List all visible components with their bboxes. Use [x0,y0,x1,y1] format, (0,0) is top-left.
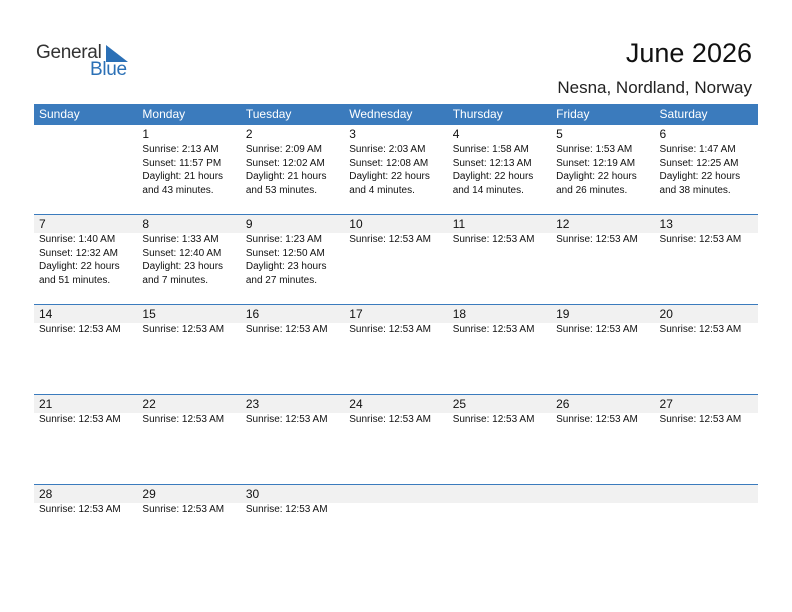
day-number-band [137,395,240,413]
sun-info-line: and 4 minutes. [349,184,415,196]
day-number-band [137,305,240,323]
weekday-saturday: Saturday [659,107,708,121]
sun-info-line: and 51 minutes. [39,274,111,286]
day-number: 14 [39,307,53,321]
day-number-band [551,305,654,323]
sun-info-line: Sunrise: 12:53 AM [39,414,121,425]
day-number-band [137,485,240,503]
day-number: 8 [142,217,150,231]
sun-info-line: Sunrise: 12:53 AM [349,234,431,245]
sun-info-line: Sunrise: 1:58 AM [452,144,529,155]
day-number: 19 [556,307,570,321]
day-number: 30 [245,487,260,501]
day-number: 13 [659,217,673,231]
day-number-band [448,485,551,503]
day-cell [448,215,551,287]
sun-info-line: Sunrise: 1:47 AM [659,144,736,155]
week-row [34,304,758,337]
day-cell [344,305,447,337]
day-number-band [137,215,240,233]
day-number: 3 [349,127,356,141]
sun-info-line: Sunset: 12:25 AM [659,157,739,169]
sun-info-line: Sunrise: 2:03 AM [349,144,426,155]
sun-info-line: Sunset: 12:32 AM [39,247,118,259]
sun-info-line: Daylight: 22 hours [659,171,741,182]
day-cell [551,305,654,337]
day-number: 24 [349,397,363,411]
sun-info-line: Sunrise: 1:33 AM [142,234,219,245]
sun-info-line: and 43 minutes. [142,184,214,196]
sun-info-line: Sunrise: 12:53 AM [245,414,328,425]
day-number-band [551,485,654,503]
sun-info-line: Sunrise: 12:53 AM [245,504,328,515]
day-number-band [655,305,758,323]
sun-info-line: and 7 minutes. [142,274,209,286]
day-cell [137,125,240,197]
day-cell [448,125,551,197]
day-cell [655,215,758,287]
day-number-band [655,395,758,413]
day-cell [34,485,137,517]
day-number-band [551,395,654,413]
sun-info-line: Daylight: 21 hours [245,171,327,182]
day-number: 6 [659,127,667,141]
day-number: 27 [659,397,673,411]
sun-info-line: Sunrise: 12:53 AM [659,324,742,335]
day-number: 5 [556,127,563,141]
day-cell [34,305,137,337]
day-number: 23 [245,397,260,411]
location-subtitle: Nesna, Nordland, Norway [557,78,752,97]
day-number: 26 [556,397,570,411]
day-cell [137,395,240,427]
day-cell [655,305,758,337]
sun-info-line: and 27 minutes. [245,274,318,286]
day-cell [448,485,551,517]
day-number: 2 [245,127,253,141]
day-number: 12 [556,217,570,231]
day-cell [241,305,344,337]
day-cell [655,125,758,197]
day-number-band [551,125,654,143]
sun-info-line: Sunrise: 12:53 AM [142,504,225,515]
day-number-band [344,395,447,413]
sun-info-line: Daylight: 22 hours [39,261,120,272]
day-cell [241,395,344,427]
sun-info-line: Sunset: 12:13 AM [452,157,532,169]
sun-info-line: and 38 minutes. [659,184,731,196]
weekday-sunday: Sunday [39,107,80,121]
weekday-friday: Friday [556,107,590,121]
day-number: 28 [39,487,53,501]
sun-info-line: Sunrise: 2:09 AM [245,144,322,155]
day-number: 16 [245,307,260,321]
sun-info-line: Sunrise: 12:53 AM [659,414,742,425]
sun-info-line: Sunset: 12:50 AM [245,247,325,259]
sun-info-line: Sunrise: 12:53 AM [349,324,431,335]
brand-logo [36,42,136,82]
day-number-band [655,215,758,233]
day-cell [344,215,447,287]
day-number-band [137,125,240,143]
sun-info-line: Sunset: 12:08 AM [349,157,429,169]
sun-info-line: Sunset: 12:19 AM [556,157,636,169]
weekday-header [34,104,758,125]
day-number: 22 [142,397,156,411]
sun-info-line: Sunrise: 12:53 AM [39,504,121,515]
sun-info-line: Sunset: 11:57 PM [142,157,222,169]
day-cell [655,485,758,517]
sun-info-line: Sunrise: 1:23 AM [245,234,322,245]
day-number: 21 [39,397,53,411]
day-cell [551,485,654,517]
day-number-band [551,215,654,233]
day-number: 10 [349,217,363,231]
day-number-band [448,395,551,413]
day-number: 1 [142,127,150,141]
sun-info-line: Sunrise: 12:53 AM [452,234,535,245]
sun-info-line: Sunrise: 12:53 AM [556,414,638,425]
day-number: 20 [659,307,673,321]
day-number: 4 [452,127,460,141]
day-number-band [448,305,551,323]
sun-info-line: Daylight: 21 hours [142,171,224,182]
day-cell [551,125,654,197]
day-cell [344,395,447,427]
weekday-wednesday: Wednesday [349,107,413,121]
day-number-band [241,485,344,503]
sun-info-line: Sunrise: 1:53 AM [556,144,633,155]
sun-info-line: Daylight: 23 hours [245,261,327,272]
logo-text-general: General [36,42,102,63]
day-number-band [655,485,758,503]
sun-info-line: Daylight: 22 hours [556,171,637,182]
day-number-band [34,395,137,413]
day-cell [34,215,137,287]
day-number: 29 [142,487,156,501]
day-cell [448,395,551,427]
weekday-thursday: Thursday [452,107,503,121]
day-number-band [241,215,344,233]
day-number-band [34,215,137,233]
week-row [34,214,758,287]
sun-info-line: Daylight: 22 hours [452,171,534,182]
day-number-band [241,395,344,413]
day-number: 25 [452,397,467,411]
sun-info-line: and 26 minutes. [556,184,628,196]
sun-info-line: Sunrise: 12:53 AM [452,324,535,335]
sun-info-line: and 53 minutes. [245,184,318,196]
weekday-tuesday: Tuesday [245,107,292,121]
day-cell [241,125,344,197]
sun-info-line: Sunrise: 2:13 AM [142,144,219,155]
day-cell [551,395,654,427]
sun-info-line: Daylight: 22 hours [349,171,430,182]
sun-info-line: Sunrise: 12:53 AM [556,234,638,245]
day-cell [655,395,758,427]
day-cell [34,395,137,427]
sun-info-line: Sunrise: 12:53 AM [349,414,431,425]
sun-info-line: Sunrise: 12:53 AM [142,324,225,335]
day-cell [344,485,447,517]
day-number: 9 [245,217,253,231]
day-cell [448,305,551,337]
day-number: 17 [349,307,363,321]
sun-info-line: Sunrise: 12:53 AM [556,324,638,335]
day-number-band [34,125,137,143]
sun-info-line: Sunrise: 12:53 AM [659,234,742,245]
day-number-band [655,125,758,143]
weekday-monday: Monday [142,107,186,121]
day-number: 11 [452,217,466,231]
sun-info-line: Sunset: 12:40 AM [142,247,222,259]
day-number-band [241,305,344,323]
sun-info-line: and 14 minutes. [452,184,524,196]
sun-info-line: Daylight: 23 hours [142,261,224,272]
day-cell [34,125,137,197]
day-number: 15 [142,307,156,321]
day-number-band [344,125,447,143]
day-number-band [241,125,344,143]
day-number-band [34,305,137,323]
day-number-band [344,215,447,233]
day-number-band [344,485,447,503]
sun-info-line: Sunrise: 12:53 AM [142,414,225,425]
page-title: June 2026 [625,38,752,68]
sun-info-line: Sunrise: 12:53 AM [245,324,328,335]
day-number-band [34,485,137,503]
week-row [34,125,758,197]
sun-info-line: Sunrise: 12:53 AM [452,414,535,425]
day-number: 18 [452,307,467,321]
week-row [34,394,758,427]
week-row [34,484,758,517]
day-cell [241,215,344,287]
day-cell [551,215,654,287]
day-number-band [448,125,551,143]
day-number-band [448,215,551,233]
sun-info-line: Sunrise: 12:53 AM [39,324,121,335]
day-cell [241,485,344,517]
day-cell [137,485,240,517]
day-number: 7 [39,217,46,231]
sun-info-line: Sunset: 12:02 AM [245,157,325,169]
logo-text-blue: Blue [90,59,127,80]
day-number-band [344,305,447,323]
day-cell [137,215,240,287]
day-cell [344,125,447,197]
sun-info-line: Sunrise: 1:40 AM [39,234,116,245]
day-cell [137,305,240,337]
